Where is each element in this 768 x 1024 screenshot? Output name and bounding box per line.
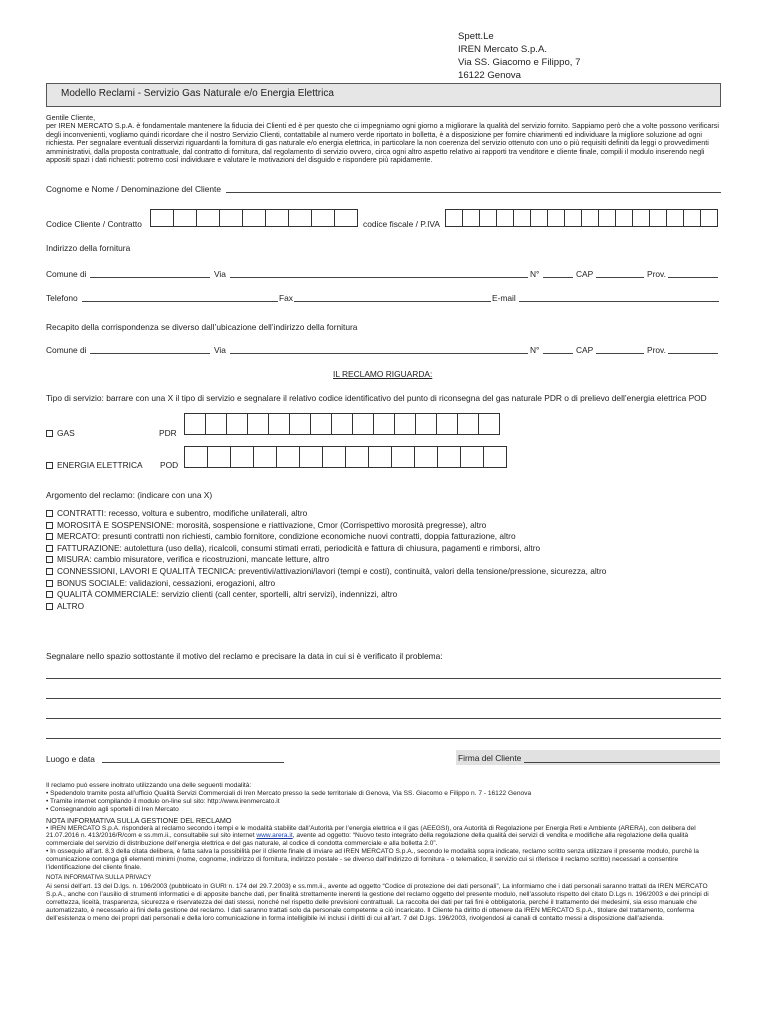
argument-item[interactable]: [46, 554, 606, 566]
signature-label: Firma del Cliente: [458, 753, 522, 763]
service-type-text: Tipo di servizio: barrare con una X il tipo di servizio e segnalare il relativo codice identificativo del punto di riconsegna del gas naturale PDR o di prelievo dell’energia elettrica POD: [46, 393, 707, 403]
reason-line[interactable]: [46, 698, 721, 699]
argument-desc: : preventivi/attivazioni/lavori (tempi e costi), continuità, valori della tensione/pressione, sicurezza, altro: [233, 565, 607, 576]
intro-body: per IREN MERCATO S.p.A. è fondamentale mantenere la fiducia dei Clienti ed è per questo che ci impegniamo ogni giorno a migliorare la qualità del servizio fornito. Sappiamo però che a volte possono verificarsi degli inconvenienti, vogliamo quindi ricordare che il nostro Servizio Clienti, contattabile al numero verde riportato in bolletta, è a disposizione per fornire chiarimenti ed individuare la migliore soluzione ad ogni richiesta. Per segnalare eventuali disservizi riguardanti la fornitura di gas naturale e/o energia elettrica, in particolare la non coerenza del servizio ottenuto con uno o più requisiti definiti da leggi o provvedimenti amministrativi, dalla proposta contrattuale, dal contratto di fornitura, dal regolamento di servizio ovvero, circa ogni altro aspetto relativo ai rapporti tra venditore e cliente finale, compili il modulo inserendo negli appositi spazi i dati richiesti: potremo così individuare e valutare le motivazioni del disguido e rispondere più rapidamente.: [46, 121, 719, 165]
argument-desc: : cambio misuratore, verifica e ricostruzioni, mancate letture, altro: [89, 554, 330, 565]
phone-field[interactable]: [82, 301, 278, 302]
signature-line: [524, 762, 720, 763]
form-title: Modello Reclami - Servizio Gas Naturale e/o Energia Elettrica: [46, 83, 721, 107]
reason-line[interactable]: [46, 678, 721, 679]
methods-intro: Il reclamo può essere inoltrato utilizzando una delle seguenti modalità:: [46, 782, 252, 789]
footer: [46, 782, 722, 922]
argument-item[interactable]: [46, 578, 606, 590]
recipient-address: [458, 30, 580, 82]
argument-checkbox[interactable]: [46, 510, 53, 517]
email-label: E-mail: [492, 293, 516, 303]
recipient-line: IREN Mercato S.p.A.: [458, 44, 548, 55]
correspondence-label: Recapito della corrispondenza se diverso dall’ubicazione dell’indirizzo della fornitura: [46, 322, 358, 332]
argument-head: FATTURAZIONE: [57, 542, 120, 553]
comune-label-2: Comune di: [46, 345, 87, 355]
privacy-text: Ai sensi dell’art. 13 del D.lgs. n. 196/2003 (pubblicato in GURI n. 174 del 29.7.2003) e ss.mm.ii., avente ad oggetto “Codice di protezione dei dati personali”, La informiamo che i dati personali saranno trattati da IREN MERCATO S.p.A., anche con l’ausilio di strumenti informatici e di apposite banche dati, per finalità strettamente inerenti la gestione del reclamo oggetto del presente modulo, nell’assoluto rispetto del citato D.Lgs n. 196/2003 e dei principi di correttezza, liceità, trasparenza, sicurezza e riservatezza dei dati stessi, nonché nel rispetto delle previsioni contrattuali. La raccolta dei dati per tali fini è obbligatoria, perché il trattamento dei medesimi, sia esso manuale che automatizzato, è necessario ai fini della gestione del reclamo. I dati saranno trattati solo da personale competente a ciò incaricato. Il Cliente ha diritto di ottenere da IREN MERCATO S.p.A., titolare del trattamento, conferma dell’esistenza o meno dei propri dati personali e della loro comunicazione in forma intelligibile ivi inclusi i diritti di cui all’art. 7 del D.lgs. 196/2003, rivolgendosi ai canali di contatto messi a disposizione dall’azienda.: [46, 882, 709, 922]
reason-line[interactable]: [46, 738, 721, 739]
argument-head: BONUS SOCIALE: [57, 577, 125, 588]
nota-item: [46, 825, 722, 849]
pod-label: POD: [160, 460, 179, 470]
argument-head: ALTRO: [57, 600, 85, 611]
num-label-2: N°: [530, 345, 540, 355]
argument-head: QUALITÀ COMMERCIALE: [57, 589, 157, 600]
argument-checkbox[interactable]: [46, 522, 53, 529]
num-field-2[interactable]: [543, 353, 573, 354]
email-field[interactable]: [519, 301, 719, 302]
power-label: ENERGIA ELETTRICA: [57, 460, 143, 470]
argument-item[interactable]: [46, 531, 606, 543]
argument-item[interactable]: [46, 543, 606, 555]
argument-item[interactable]: [46, 589, 606, 601]
fiscal-code-label: codice fiscale / P.IVA: [363, 219, 440, 229]
via-label-2: Via: [214, 345, 226, 355]
cap-label-2: CAP: [576, 345, 594, 355]
prov-field[interactable]: [668, 277, 718, 278]
via-field[interactable]: [230, 277, 528, 278]
place-date-label: Luogo e data: [46, 754, 95, 764]
argument-item[interactable]: [46, 601, 606, 613]
name-field[interactable]: [226, 192, 721, 193]
cap-label: CAP: [576, 269, 594, 279]
prov-field-2[interactable]: [668, 353, 718, 354]
argument-checkbox[interactable]: [46, 603, 53, 610]
fax-label: Fax: [279, 293, 293, 303]
argument-head: MISURA: [57, 554, 90, 565]
argument-desc: : servizio clienti (call center, sportelli, altri servizi), indennizzi, altro: [156, 589, 398, 600]
argument-item[interactable]: [46, 520, 606, 532]
argument-list: [46, 508, 606, 612]
argument-desc: : presunti contratti non richiesti, cambio fornitore, condizione economiche nuovi contratti, doppia fatturazione, altro: [97, 531, 516, 542]
argument-desc: : morosità, sospensione e riattivazione, Cmor (Corrispettivo morosità pregresse), altro: [171, 519, 487, 530]
recipient-line: 16122 Genova: [458, 70, 521, 81]
argument-head: CONTRATTI: [57, 508, 104, 518]
power-option[interactable]: [46, 460, 143, 470]
argument-desc: : autolettura (uso della), ricalcoli, consumi stimati errati, periodicità e fattura di chiusura, pagamenti e rimborsi, altro: [119, 542, 541, 553]
comune-field-2[interactable]: [90, 353, 210, 354]
client-code-label: Codice Cliente / Contratto: [46, 219, 142, 229]
argument-checkbox[interactable]: [46, 533, 53, 540]
method-item: • Tramite internet compilando il modulo on-line sul sito: http://www.irenmercato.it: [46, 797, 280, 805]
argument-desc: : recesso, voltura e subentro, modifiche unilaterali, altro: [103, 508, 308, 518]
argument-head: MOROSITÀ E SOSPENSIONE: [57, 519, 172, 530]
argument-checkbox[interactable]: [46, 580, 53, 587]
recipient-line: Spett.Le: [458, 31, 494, 42]
intro-text: [46, 114, 722, 164]
via-field-2[interactable]: [230, 353, 528, 354]
argument-item[interactable]: [46, 566, 606, 578]
privacy-title: NOTA INFORMATIVA SULLA PRIVACY: [46, 874, 152, 881]
intro-greeting: Gentile Cliente,: [46, 113, 96, 122]
name-label: Cognome e Nome / Denominazione del Cliente: [46, 184, 222, 194]
fax-field[interactable]: [294, 301, 491, 302]
via-label: Via: [214, 269, 226, 279]
argument-head: CONNESSIONI, LAVORI E QUALITÀ TECNICA: [57, 565, 234, 576]
recipient-line: Via SS. Giacomo e Filippo, 7: [458, 57, 581, 68]
num-label: N°: [530, 269, 540, 279]
reason-line[interactable]: [46, 718, 721, 719]
arera-link[interactable]: www.arera.it: [256, 832, 293, 840]
pod-boxes[interactable]: [184, 446, 507, 468]
gas-checkbox[interactable]: [46, 430, 53, 437]
place-date-field[interactable]: [102, 762, 284, 763]
reason-prompt: Segnalare nello spazio sottostante il motivo del reclamo e precisare la data in cui si è verificato il problema:: [46, 651, 443, 661]
num-field[interactable]: [543, 277, 573, 278]
argument-checkbox[interactable]: [46, 556, 53, 563]
power-checkbox[interactable]: [46, 462, 53, 469]
pdr-label: PDR: [159, 428, 177, 438]
cap-field-2[interactable]: [596, 353, 644, 354]
argument-desc: : validazioni, cessazioni, erogazioni, altro: [124, 577, 276, 588]
method-item: • Consegnandolo agli sportelli di Iren Mercato: [46, 805, 179, 813]
fiscal-code-boxes[interactable]: [445, 209, 718, 227]
supply-address-label: Indirizzo della fornitura: [46, 243, 131, 253]
nota-item: • In ossequio all’art. 8.3 della citata delibera, è fatta salva la possibilità per il cliente finale di inviare ad IREN MERCATO S.p.A., secondo le modalità sopra indicate, reclamo scritto senza utilizzare il presente modulo, purchè la comunicazione contenga gli elementi minimi (nome, cognome, indirizzo di fornitura, indirizzo postale - se diverso dall’indirizzo di fornitura - o telematico, il servizio cui si riferisce il reclamo scritto) necessari a consentire l’identificazione del cliente finale.: [46, 848, 699, 872]
client-code-boxes[interactable]: [150, 209, 358, 227]
argument-head: MERCATO: [57, 531, 98, 542]
section-title: IL RECLAMO RIGUARDA:: [333, 369, 433, 379]
cap-field[interactable]: [596, 277, 644, 278]
comune-field[interactable]: [90, 277, 210, 278]
argument-item[interactable]: [46, 508, 606, 520]
gas-label: GAS: [57, 428, 75, 438]
prov-label: Prov.: [647, 269, 666, 279]
pdr-boxes[interactable]: [184, 413, 500, 435]
argument-title: Argomento del reclamo: (indicare con una X): [46, 490, 213, 500]
gas-option[interactable]: [46, 428, 75, 438]
method-item: • Spedendolo tramite posta all’ufficio Qualità Servizi Commerciali di Iren Mercato presso la sede territoriale di Genova, Via SS. Giacomo e Filippo n. 7 - 16122 Genova: [46, 789, 532, 797]
argument-checkbox[interactable]: [46, 545, 53, 552]
comune-label: Comune di: [46, 269, 87, 279]
nota-title: NOTA INFORMATIVA SULLA GESTIONE DEL RECLAMO: [46, 815, 232, 825]
phone-label: Telefono: [46, 293, 78, 303]
nota-text: • IREN MERCATO S.p.A. risponderà al reclamo secondo i tempi e le modalità stabilite dall’Autorità per l’energia elettrica e il gas (AEEGSI), ora Autorità di Regolazione per Energia Reti e Ambiente (ARERA), con delibera del 21.07.2016 n. 413/2016/R/com e ss.mm.ii., consultabile sul sito internet: [46, 824, 696, 840]
argument-checkbox[interactable]: [46, 568, 53, 575]
nota-text: , avente ad oggetto: “Nuovo testo integrato della regolazione della qualità dei servizi di vendita e modifiche alla regolazione della qualità commerciale del servizio di distribuzione dell’energia elettrica e del gas naturale, al codice di condotta commerciale e alla bolletta 2.0”.: [46, 832, 689, 848]
prov-label-2: Prov.: [647, 345, 666, 355]
argument-checkbox[interactable]: [46, 591, 53, 598]
